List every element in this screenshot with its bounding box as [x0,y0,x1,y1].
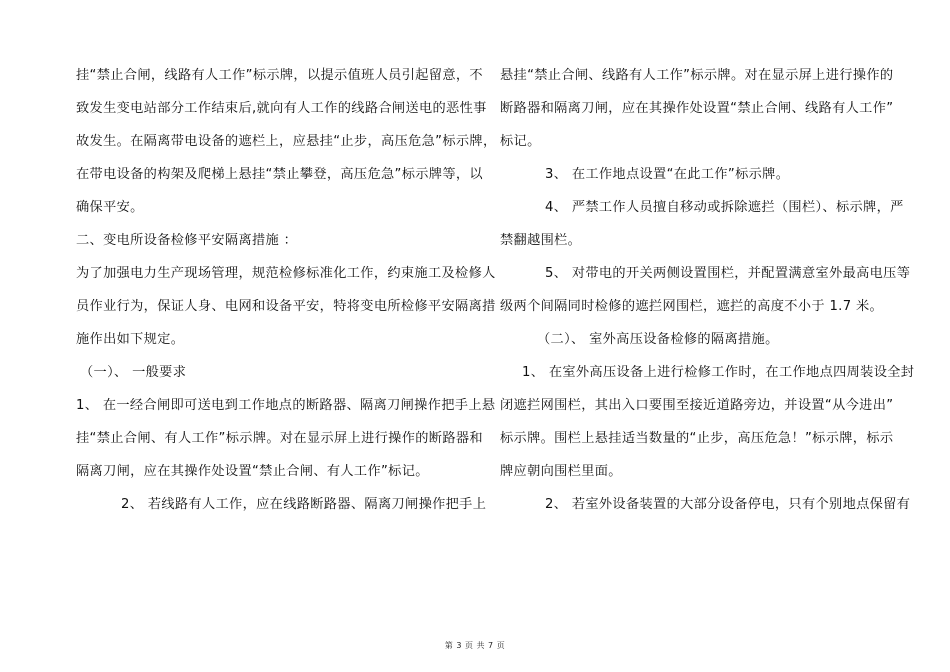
right-line-4: 3、 在工作地点设置“在此工作”标示牌。 [545,167,790,182]
right-line-3: 标记。 [500,134,541,149]
right-line-12: 标示牌。围栏上悬挂适当数量的“止步，高压危急！”标示牌，标示 [500,431,894,446]
page-number: 第 3 页 共 7 页 [444,641,506,650]
right-line-14: 2、 若室外设备装置的大部分设备停电，只有个别地点保留有 [545,497,911,512]
left-line-11: 1、 在一经合闸即可送电到工作地点的断路器、隔离刀闸操作把手上悬 [76,398,496,413]
right-line-11: 闭遮拦网围栏，其出入口要围至接近道路旁边，并设置“从今进出” [500,398,894,413]
subsection-heading-1: （一）、 一般要求 [80,365,187,380]
left-line-14: 2、 若线路有人工作，应在线路断路器、隔离刀闸操作把手上 [121,497,487,512]
left-line-9: 施作出如下规定。 [76,332,185,347]
right-line-6: 禁翻越围栏。 [500,233,582,248]
left-line-8: 员作业行为，保证人身、电网和设备平安，特将变电所检修平安隔离措 [76,299,496,314]
left-line-2: 致发生变电站部分工作结束后,就向有人工作的线路合闸送电的恶性事 [76,101,487,116]
right-line-5: 4、 严禁工作人员擅自移动或拆除遮拦（围栏）、标示牌，严 [545,200,904,215]
left-line-4: 在带电设备的构架及爬梯上悬挂“禁止攀登，高压危急”标示牌等，以 [76,167,483,182]
left-line-3: 故发生。在隔离带电设备的遮栏上，应悬挂“止步，高压危急”标示牌， [76,134,497,149]
left-line-13: 隔离刀闸，应在其操作处设置“禁止合闸、有人工作”标记。 [76,464,429,479]
section-heading-2: 二、变电所设备检修平安隔离措施 ： [76,233,298,248]
left-line-7: 为了加强电力生产现场管理，规范检修标准化工作，约束施工及检修人 [76,266,496,281]
right-line-1: 悬挂“禁止合闸、线路有人工作”标示牌。对在显示屏上进行操作的 [500,68,894,83]
right-line-10: 1、 在室外高压设备上进行检修工作时，在工作地点四周装设全封 [522,365,915,380]
left-line-5: 确保平安。 [76,200,144,215]
left-line-1: 挂“禁止合闸，线路有人工作”标示牌，以提示值班人员引起留意，不 [76,68,483,83]
right-line-13: 牌应朝向围栏里面。 [500,464,622,479]
subsection-heading-2: （二）、 室外高压设备检修的隔离措施。 [537,332,779,347]
left-line-12: 挂“禁止合闸、有人工作”标示牌。对在显示屏上进行操作的断路器和 [76,431,483,446]
right-line-2: 断路器和隔离刀闸，应在其操作处设置“禁止合闸、线路有人工作” [500,101,894,116]
right-line-8: 级两个间隔同时检修的遮拦网围栏，遮拦的高度不小于 1.7 米。 [500,299,884,314]
right-line-7: 5、 对带电的开关两侧设置围栏，并配置满意室外最高电压等 [545,266,911,281]
